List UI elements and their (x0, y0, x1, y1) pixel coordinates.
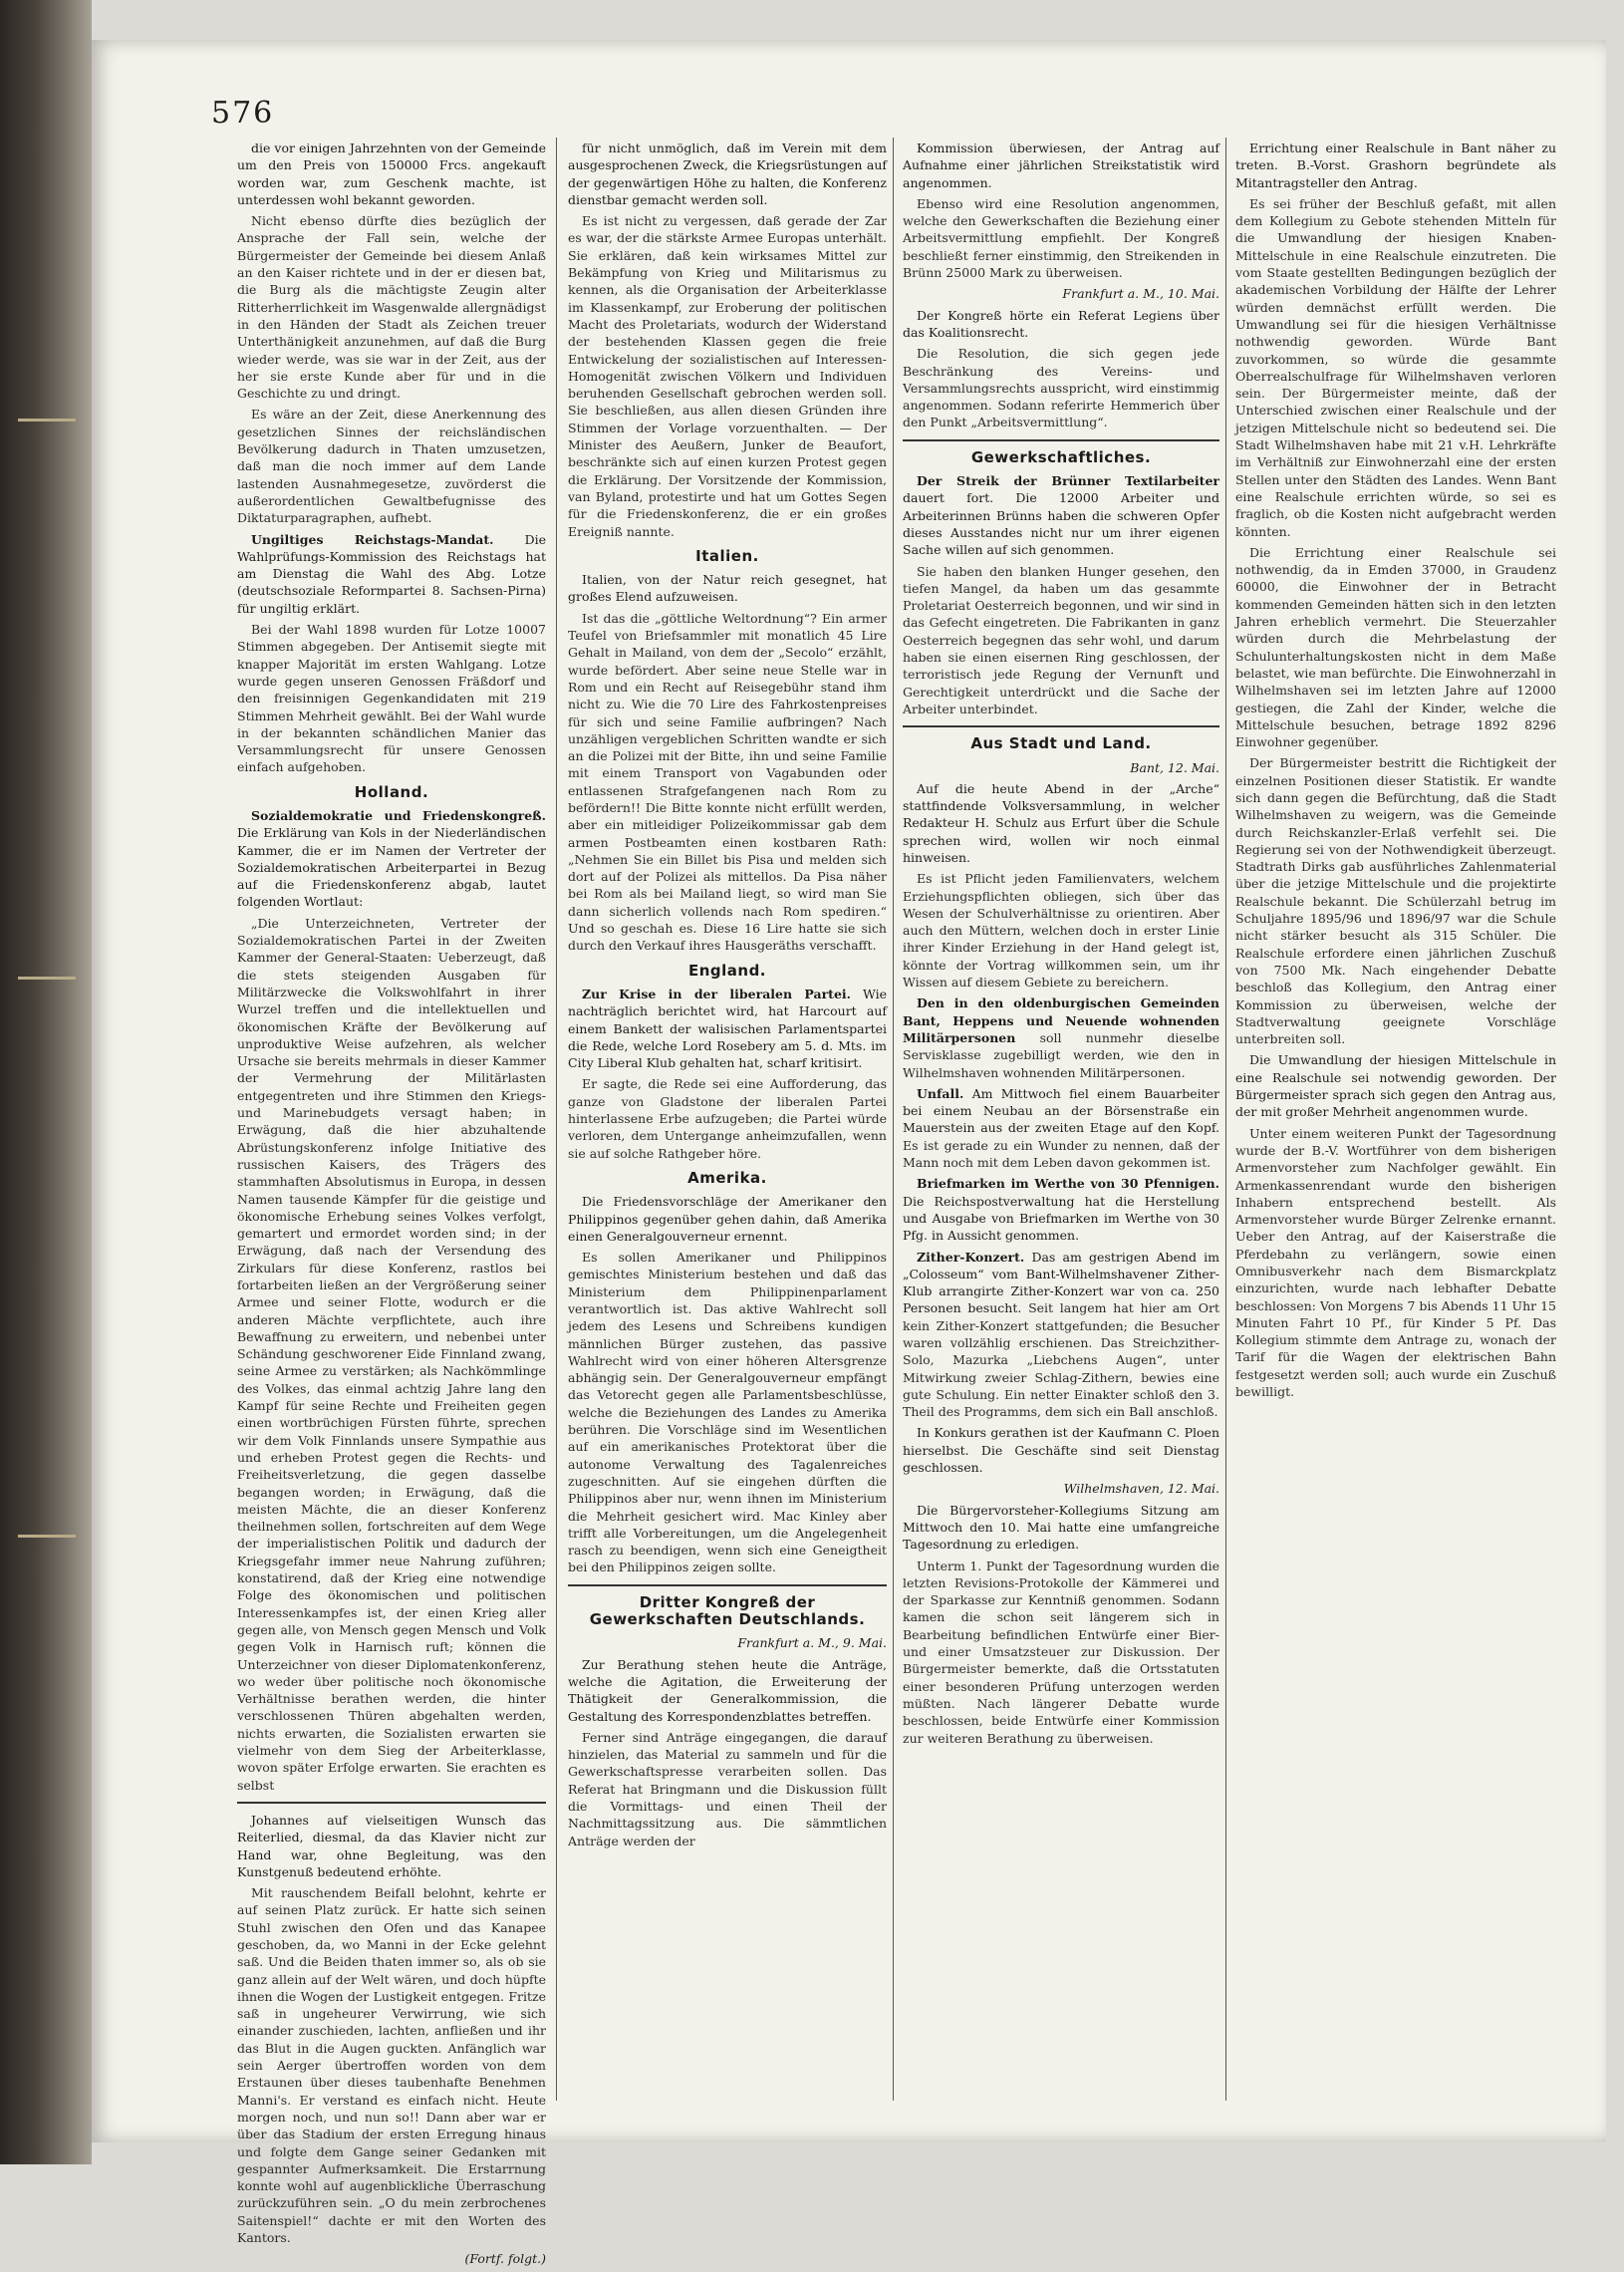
feuilleton-text: Johannes auf vielseitigen Wunsch das Reiterlied, diesmal, da das Klavier nicht zur Hand war, ohne Begleitung, was den Kunstgenuß bedeutend erhöhte. (237, 1812, 546, 1879)
col3-intro: Kommission überwiesen, der Antrag auf Aufnahme einer jährlichen Streikstatistik wird angenommen. (903, 141, 1219, 190)
gewerk-subheading: Der Streik der Brünner Textilarbeiter (917, 473, 1219, 489)
holland-subheading: Sozialdemokratie und Friedenskongreß. (251, 807, 546, 823)
col1-intro: die vor einigen Jahrzehnten von der Gemeinde um den Preis von 150000 Frcs. angekauft worden war, zum Geschenk machte, ist unterdessen wohl bekannt geworden. (237, 141, 546, 207)
england-text: Wie nachträglich berichtet wird, hat Harcourt auf einem Bankett der walisischen Parlamentspartei die Rede, welche Lord Rosebery am 5. d. Mts. im City Liberal Klub gehalten hat, scharf kritisirt. (568, 986, 887, 1071)
stadt-und-land-heading: Aus Stadt und Land. (970, 734, 1152, 753)
zither-subheading: Zither-Konzert. (917, 1249, 1025, 1265)
england-subheading: Zur Krise in der liberalen Partei. (582, 986, 851, 1001)
unfall-text: Am Mittwoch fiel einem Bauarbeiter bei einem Neubau an der Börsenstraße ein Mauerstein aus der zweiten Etage auf den Kopf. (903, 1085, 1219, 1136)
italien-heading: Italien. (695, 546, 759, 565)
kongress-dateline: Frankfurt a. M., 9. Mai. (737, 1635, 887, 1651)
briefmarken-text: Die Reichspostverwaltung hat die Herstellung und Ausgabe von Briefmarken im Werthe von 30 Pfg. in Aussicht genommen. (903, 1193, 1219, 1244)
continuation-note: (Fortf. folgt.) (464, 2251, 546, 2267)
oldenburg-subheading: Den in den oldenburgischen Gemeinden Bant, Heppens und Neuende wohnenden Militärpersonen (903, 995, 1219, 1045)
page-number: 576 (211, 96, 275, 131)
italien-text: Italien, von der Natur reich gesegnet, hat großes Elend aufzuweisen. (568, 572, 887, 605)
column-4: Errichtung einer Realschule in Bant näher zu treten. B.-Vorst. Grashorn begründete als Mitantragsteller den Antrag. Es sei früher der Beschluß gefaßt, mit allen dem Kollegium zu Gebote stehenden Mitteln für die Umwandlung der hiesigen Knaben-Mittelschule in eine Realschule einzutreten. Die vom Staate gestellten Bedingungen bezüglich der akademischen Vorbildung der Hälfte der Lehrer würden demnächst erfüllt werden. Die Umwandlung sei für die hiesigen Verhältnisse nothwendig geworden. Würde Bant zuvorkommen, so würde die gesammte Oberrealschulfrage für Wilhelmshaven verloren sein. Der Bürgermeister meinte, daß der Unterschied zwischen einer Realschule und der jetzigen Mittelschule nicht so bedeutend sei. Die Stadt Wilhelmshaven habe mit 21 v.H. Lehrkräfte im Verhältniß zur Einwohnerzahl eine der ersten Stellen unter den Städten des Landes. Wenn Bant eine Realschule errichten würde, so sei es fraglich, ob die Kosten nicht aufgebracht werden könnten. Die Errichtung einer Realschule sei nothwendig, da in Emden 37000, in Graudenz 60000, die Einwohner der in Betracht kommenden Gemeinden hätten sich in den letzten Jahren erheblich vermehrt. Die Steuerzahler würden durch die Mehrbelastung der Schulunterhaltungskosten nicht in dem Maße belastet, wie man befürchte. Die Einwohnerzahl in Wilhelmshaven sei im letzten Jahre auf 12000 gestiegen, die Zahl der Kinder, welche die Mittelschule besuchen, betrage 1892 8296 Einwohner gegenüber. Der Bürgermeister bestritt die Richtigkeit der einzelnen Positionen dieser Statistik. Er wandte sich dann gegen die Befürchtung, daß die Stadt Wilhelmshaven zu weigern, was die Gemeinde durch Reichskanzler-Erlaß verfehlt sei. Die Regierung sei von der Nothwendigkeit überzeugt. Stadtrath Dirks gab ausführliches Zahlenmaterial über die jetzige Mittelschule und die projektirte Realschule bekannt. Die Schülerzahl betrug im Schuljahre 1895/96 und 1896/97 war die Schule nicht stärker besucht als 315 Schüler. Die Realschule erfordere einen jährlichen Zuschuß von 7500 Mk. Nach eingehender Debatte beschloß das Kollegium, den Antrag einer Kommission zu überweisen, welche der Stadtverwaltung geeignete Vorschläge unterbreiten soll. Die Umwandlung der hiesigen Mittelschule in eine Realschule sei notwendig geworden. Der Bürgermeister sprach sich gegen den Antrag aus, der mit großer Mehrheit angenommen wurde. Unter einem weiteren Punkt der Tagesordnung wurde der B.-V. Wortführer von dem bisherigen Armenvorsteher zum Nachfolger gewählt. Ein Armenkassenrendant wurde den bisherigen Inhabern entsprechend bestellt. Als Armenvorsteher wurde Bürger Zelrenke ernannt. Ueber den Antrag, auf der Kaiserstraße die Pferdebahn zu verlängern, sowie einen Omnibusverkehr nach dem Bismarckplatz einzurichten, wurde nach lebhafter Debatte beschlossen: Von Morgens 7 bis Abends 11 Uhr 15 Minuten Fahrt 10 Pf., für Kinder 5 Pf. Das Kollegium stimmte dem Antrage zu, wonach der Tarif für die Wagen der elektrischen Bahn festgesetzt werden soll; auch wurde ein Zuschuß bewilligt. (1235, 141, 1556, 1400)
col4-intro: Errichtung einer Realschule in Bant näher zu treten. B.-Vorst. Grashorn begründete als Mitantragsteller den Antrag. (1235, 141, 1556, 190)
bant-text: Auf die heute Abend in der „Arche“ stattfindende Volksversammlung, in welcher Redakteur H. Schulz aus Erfurt über die Schule sprechen wird, wollen wir noch einmal hinweisen. (903, 780, 1219, 865)
col4-text: Die Umwandlung der hiesigen Mittelschule in eine Realschule sei notwendig geworden. Der Bürgermeister sprach sich gegen den Antrag aus, der mit großer Mehrheit angenommen wurde. (1235, 1052, 1556, 1120)
wilhelmshaven-text: Die Bürgervorsteher-Kollegiums Sitzung am Mittwoch den 10. Mai hatte eine umfangreiche Tagesordnung zu erledigen. (903, 1502, 1219, 1553)
unfall-subheading: Unfall. (917, 1085, 964, 1101)
gewerk-text: dauert fort. Die 12000 Arbeiter und Arbeiterinnen Brünns haben die schweren Opfer dieses Ausstandes nicht nur um ihrer eigenen Sache willen auf sich genommen. (903, 490, 1219, 558)
frankfurt-text: Der Kongreß hörte ein Referat Legiens über das Koalitionsrecht. (903, 307, 1219, 340)
column-3: Kommission überwiesen, der Antrag auf Aufnahme einer jährlichen Streikstatistik wird angenommen. Ebenso wird eine Resolution angenommen, welche den Gewerkschaften die Beziehung einer Arbeitsvermittlung empfiehlt. Der Kongreß beschließt ferner einstimmig, den Streikenden in Brünn 25000 Mark zu überweisen. Frankfurt a. M., 10. Mai. Der Kongreß hörte ein Referat Legiens über das Koalitionsrecht. Die Resolution, die sich gegen jede Beschränkung des Vereins- und Versammlungsrechts ausspricht, wird einstimmig angenommen. Sodann referirte Hemmerich über den Punkt „Arbeitsvermittlung“. Gewerkschaftliches. Der Streik der Brünner Textilarbeiter dauert fort. Die 12000 Arbeiter und Arbeiterinnen Brünns haben die schweren Opfer dieses Ausstandes nicht nur um ihrer eigenen Sache willen auf sich genommen. Sie haben den blanken Hunger gesehen, den tiefen Mangel, da haben um das gesammte Proletariat Oesterreich begonnen, und wir sind in das Gefecht eingetreten. Die Fabrikanten in ganz Oesterreich begegnen das sehr wohl, und darum haben sie einen eisernen Ring geschlossen, der terroristisch jede Regung der Vernunft und Gerechtigkeit unterdrückt und die Sache der Arbeiter unterbindet. Aus Stadt und Land. Bant, 12. Mai. Auf die heute Abend in der „Arche“ stattfindende Volksversammlung, in welcher Redakteur H. Schulz aus Erfurt über die Schule sprechen wird, wollen wir noch einmal hinweisen. Es ist Pflicht jeden Familienvaters, welchem Erziehungspflichten obliegen, sich über das Wesen der Schulverhältnisse zu orientiren. Aber auch den Müttern, welchen doch in erster Linie ihrer Kinder Erziehung in der Hand gelegt ist, könnte der Vortrag willkommen sein, um ihr Wissen auf diesem Gebiete zu bereichern. Den in den oldenburgischen Gemeinden Bant, Heppens und Neuende wohnenden Militärpersonen soll nunmehr dieselbe Servisklasse zugebilligt werden, wie den in Wilhelmshaven wohnenden Militärpersonen. Unfall. Am Mittwoch fiel einem Bauarbeiter bei einem Neubau an der Börsenstraße ein Mauerstein aus der zweiten Etage auf den Kopf. Es ist gerade zu ein Wunder zu nennen, daß der Mann noch mit dem Leben davon gekommen ist. Briefmarken im Werthe von 30 Pfennigen. Die Reichspostverwaltung hat die Herstellung und Ausgabe von Briefmarken im Werthe von 30 Pfg. in Aussicht genommen. Zither-Konzert. Das am gestrigen Abend im „Colosseum“ vom Bant-Wilhelmshavener Zither-Klub arrangirte Zither-Konzert war von ca. 250 Personen besucht. Seit langem hat hier am Ort kein Zither-Konzert stattgefunden; die Besucher waren vollzählig erschienen. Das Streichzither-Solo, Mazurka „Liebchens Augen“, unter Mitwirkung zweier Schlag-Zithern, bewies eine gute Schulung. Ein netter Einakter schloß den 3. Theil des Programms, dem sich ein Ball anschloß. In Konkurs gerathen ist der Kaufmann C. Ploen hierselbst. Die Geschäfte sind seit Dienstag geschlossen. Wilhelmshaven, 12. Mai. Die Bürgervorsteher-Kollegiums Sitzung am Mittwoch den 10. Mai hatte eine umfangreiche Tagesordnung zu erledigen. Unterm 1. Punkt der Tagesordnung wurden die letzten Revisions-Protokolle der Kämmerei und der Sparkasse zur Kenntniß genommen. Sodann kamen die schon seit längerem sich in Bearbeitung befindlichen Entwürfe einer Bier- und einer Umsatzsteuer zur Diskussion. Der Bürgermeister bemerkte, daß die Ortsstatuten einer besonderen Prüfung unterzogen werden müßten. Nach längerer Debatte wurde beschlossen, beide Entwürfe einer Kommission zur weiteren Berathung zu überweisen. (903, 141, 1219, 1746)
kongress-text: Zur Berathung stehen heute die Anträge, welche die Agitation, die Erweiterung der Thätigkeit der Generalkommission, die Gestaltung des Korrespondenzblattes betreffen. (568, 1656, 887, 1724)
book-binding (0, 0, 92, 2164)
amerika-heading: Amerika. (687, 1168, 767, 1187)
holland-text: Die Erklärung van Kols in der Niederländischen Kammer, die er im Namen der Vertreter der Sozialdemokratischen Arbeiterpartei in Bezug auf die Friedenskonferenz abgab, lautet folgenden Wortlaut: (237, 825, 546, 910)
frankfurt-dateline: Frankfurt a. M., 10. Mai. (1062, 286, 1219, 302)
column-1: die vor einigen Jahrzehnten von der Gemeinde um den Preis von 150000 Frcs. angekauft worden war, zum Geschenk machte, ist unterdessen wohl bekannt geworden. Nicht ebenso dürfte dies bezüglich der Ansprache der Fall sein, welche der Bürgermeister der Gemeinde bei diesem Anlaß an den Kaiser richtete und in der er diesen bat, die Burg als die mächtigste Zeugin alter Ritterherrlichkeit im Wasgenwalde allergnädigst in den Händen der Stadt als Zeichen treuer Unterthänigkeit anzunehmen, auf daß die Burg wieder werde, was sie war in der Zeit, aus der her sie erste Kunde aber für und in die Geschichte zu und dringt. Es wäre an der Zeit, diese Anerkennung des gesetzlichen Sinnes der reichsländischen Bevölkerung dadurch in Thaten umzusetzen, daß man die noch immer auf dem Lande lastenden Ausnahmegesetze, zuvörderst die außerordentlichen Gewaltbefugnisse des Diktaturparagraphen, aufhebt. Ungiltiges Reichstags-Mandat. Die Wahlprüfungs-Kommission des Reichstags hat am Dienstag die Wahl des Abg. Lotze (deutschsoziale Reformpartei 8. Sachsen-Pirna) für ungiltig erklärt. Bei der Wahl 1898 wurden für Lotze 10007 Stimmen abgegeben. Der Antisemit siegte mit knapper Majorität im ersten Wahlgang. Lotze wurde gegen unseren Genossen Fräßdorf und den freisinnigen Gegenkandidaten mit 219 Stimmen Mehrheit gewählt. Bei der Wahl wurde in der bekannten schändlichen Manier das Versammlungsrecht für unsere Genossen einfach aufgehoben. Holland. Sozialdemokratie und Friedenskongreß. Die Erklärung van Kols in der Niederländischen Kammer, die er im Namen der Vertreter der Sozialdemokratischen Arbeiterpartei in Bezug auf die Friedenskonferenz abgab, lautet folgenden Wortlaut: „Die Unterzeichneten, Vertreter der Sozialdemokratischen Partei in der Zweiten Kammer der General-Staaten: Ueberzeugt, daß die stets steigenden Ausgaben für Militärzwecke die Volkswohlfahrt in ihrer Wurzel treffen und die intellektuellen und ökonomischen Kräfte der Bevölkerung auf unproduktive Weise aufzehren, als welcher Ursache sie bereits mehrmals in dieser Kammer der Vermehrung der Militärlasten entgegentreten und ihre Stimmen den Kriegs- und Marinebudgets versagt haben; in Erwägung, daß die hier abzuhaltende Abrüstungskonferenz infolge Initiative des russischen Kaisers, des Trägers des stammhaften Absolutismus in Europa, in dessen Namen tausende Kämpfer für die geistige und ökonomische Erhebung seines Volkes verfolgt, gemartert und ermordet worden sind; in der Erwägung, daß nach der Versendung des Zirkulars für diese Konferenz, rastlos bei fortarbeiten ließen an der Vergrößerung seiner Armee und seiner Flotte, wodurch er die anderen Mächte verpflichtete, auch ihre Bewaffnung zu erweitern, und nebenbei unter Schändung geschworener Eide Finnland zwang, seine Armee zu verstärken; als Nachkömmlinge des Volkes, das einmal achtzig Jahre lang den Kampf für seine Rechte und Freiheiten gegen einen wortbrüchigen Fürsten führte, sprechen wir dem Volk Finnlands unsere Sympathie aus und erheben Protest gegen die Rechts- und Freiheitsverletzung, die gegen dasselbe begangen worden; in Erwägung, daß die meisten Mächte, die an dieser Konferenz theilnehmen sollen, fortschreiten auf dem Wege der imperialistischen Politik und dadurch der Kriegsgefahr immer neue Nahrung zuführen; konstatirend, daß der Krieg eine notwendige Folge des ökonomischen und politischen Interessenkampfes ist, der einen Krieg aller gegen alle, von Mensch gegen Mensch und Volk gegen Volk in Harnisch ruft; können die Unterzeichner von dieser Diplomatenkonferenz, wo weder über politische noch ökonomische Verhältnisse berathen werden, die hinter verschlossenen Thüren abgehalten werden, nichts erwarten, die Sozialisten erwarten sie vielmehr von dem Sieg der Arbeiterklasse, wovon später Erfolge erwarten. Sie erachten es selbst Johannes auf vielseitigen Wunsch das Reiterlied, diesmal, da das Klavier nicht zur Hand war, ohne Begleitung, was den Kunstgenuß bedeutend erhöhte. Mit rauschendem Beifall belohnt, kehrte er auf seinen Platz zurück. Er hatte sich seinen Stuhl zwischen den Ofen und das Kanapee geschoben, da, wo Manni in der Ecke gelehnt saß. Und die Beiden thaten immer so, als ob sie ganz allein auf der Welt wären, und doch hüpfte ihnen die Wogen der Lustigkeit entgegen. Fritze saß in ungeheurer Verwirrung, wie sich einander zuschieden, lachten, anfließen und ihr das Blut in die Augen guckten. Anfänglich war sein Aerger übertroffen worden von dem Erstaunen über dieses taubenhafte Benehmen Manni's. Er verstand es einfach nicht. Heute morgen noch, und nun so!! Dann aber war er über das Stadium der ersten Erregung hinaus und folgte dem Gange seiner Gedanken mit gespannter Aufmerksamkeit. Die Erstarrnung konnte wohl auf augenblickliche Überraschung zurückzuführen sein. „O du mein zerbrochenes Saitenspiel!“ dachte er mit den Worten des Kantors. (Fortf. folgt.) (237, 141, 546, 2267)
reichstag-text: Die Wahlprüfungs-Kommission des Reichstags hat am Dienstag die Wahl des Abg. Lotze (deutschsoziale Reformpartei 8. Sachsen-Pirna) für ungiltig erklärt. (237, 531, 546, 616)
col2-intro: für nicht unmöglich, daß im Verein mit dem ausgesprochenen Zweck, die Kriegsrüstungen auf der gegenwärtigen Höhe zu halten, die Konferenz dienstbar gemacht werden soll. (568, 141, 887, 207)
konkurs-text: In Konkurs gerathen ist der Kaufmann C. Ploen hierselbst. Die Geschäfte sind seit Dienstag geschlossen. (903, 1425, 1219, 1476)
england-heading: England. (687, 961, 767, 980)
column-2: für nicht unmöglich, daß im Verein mit dem ausgesprochenen Zweck, die Kriegsrüstungen auf der gegenwärtigen Höhe zu halten, die Konferenz dienstbar gemacht werden soll. Es ist nicht zu vergessen, daß gerade der Zar es war, der die stärkste Armee Europas unterhält. Sie erklären, daß kein wirksames Mittel zur Bekämpfung von Krieg und Militarismus zu kennen, als die Organisation der Arbeiterklasse im Klassenkampf, zur Eroberung der politischen Macht des Proletariats, wodurch der Widerstand der bestehenden Klassen gegen die freie Entwickelung der sozialistischen auf Interessen-Homogenität zwischen Völkern und Individuen beruhenden Gesellschaft gebrochen werden soll. Sie beschließen, aus allen diesen Gründen ihre Stimmen der Vorlage vorzuenthalten. — Der Minister des Aeußern, Junker de Beaufort, beschränkte sich auf einen kurzen Protest gegen die Erklärung. Der Vorsitzende der Kommission, van Byland, protestirte und hat um Gottes Segen für die Friedenskonferenz, die er ein großes Ereigniß nannte. Italien. Italien, von der Natur reich gesegnet, hat großes Elend aufzuweisen. Ist das die „göttliche Weltordnung“? Ein armer Teufel von Briefsammler mit monatlich 45 Lire Gehalt in Mailand, von dem der „Secolo“ erzählt, wurde befördert. Aber seine neue Stelle war in Rom und ein Recht auf Reisegebühr stand ihm nicht zu. Wie die 70 Lire des Fahrkostenpreises für sich und seine Familie aufbringen? Nach unzähligen vergeblichen Schritten wandte er sich an die Polizei mit der Bitte, ihn und seine Familie mit einem Transport von Vagabunden oder entlassenen Strafgefangenen nach Rom zu befördern!! Die Bitte konnte nicht erfüllt werden, aber ein mitleidiger Polizeikommissar gab dem armen Postbeamten einen kostbaren Rath: „Nehmen Sie ein Billet bis Pisa und melden sich dort auf der Polizei als mittellos. Da Pisa näher bei Rom als bei Mailand liegt, so wird man Sie dann sicherlich vollends nach Rom spediren.“ Und so geschah es. Diese 16 Lire hatte sie sich durch den Verkauf ihres Hausgeräths verschafft. England. Zur Krise in der liberalen Partei. Wie nachträglich berichtet wird, hat Harcourt auf einem Bankett der walisischen Parlamentspartei die Rede, welche Lord Rosebery am 5. d. Mts. im City Liberal Klub gehalten hat, scharf kritisirt. Er sagte, die Rede sei eine Aufforderung, das ganze von Gladstone der liberalen Partei hinterlassene Erbe aufzugeben; die Partei würde verloren, dem Untergange anheimzufallen, wenn sie auf solche Rathgeber höre. Amerika. Die Friedensvorschläge der Amerikaner den Philippinos gegenüber gehen dahin, daß Amerika einen Generalgouverneur ernennt. Es sollen Amerikaner und Philippinos gemischtes Ministerium bestehen und daß das Ministerium dem Philippinenparlament verantwortlich ist. Das aktive Wahlrecht soll jedem des Lesens und Schreibens kundigen männlichen Bürger zustehen, das passive Wahlrecht wird von einer höheren Altersgrenze abhängig sein. Der Generalgouverneur empfängt das Vetorecht gegen alle Parlamentsbeschlüsse, welche die Beziehungen des Landes zu Amerika berühren. Die Vorschläge sind im Wesentlichen auf ein amerikanisches Protektorat über die autonome Verwaltung des Tagalenreiches zugeschnitten. Auf sie eingehen dürften die Philippinos aber nur, wenn ihnen im Ministerium die Mehrheit gesichert wird. Mac Kinley aber trifft alle Vorbereitungen, um die Angelegenheit rasch zu beendigen, wenn sich eine Geneigtheit bei den Philippinos zeigen sollte. Dritter Kongreß der Gewerkschaften Deutschlands. Frankfurt a. M., 9. Mai. Zur Berathung stehen heute die Anträge, welche die Agitation, die Erweiterung der Thätigkeit der Generalkommission, die Gestaltung des Korrespondenzblattes betreffen. Ferner sind Anträge eingegangen, die darauf hinzielen, das Material zu sammeln und für die Gewerkschaftspresse verarbeiten sollen. Das Referat hat Bringmann und die Diskussion füllt die Vormittags- und einen Theil der Nachmittagssitzung aus. Die sämmtlichen Anträge werden der (568, 141, 887, 1848)
zither-text: Das am gestrigen Abend im „Colosseum“ vom Bant-Wilhelmshavener Zither-Klub arrangirte Zither-Konzert war von ca. 250 Personen besucht. (903, 1249, 1219, 1316)
kongress-title: Dritter Kongreß der Gewerkschaften Deutschlands. (589, 1592, 866, 1629)
briefmarken-subheading: Briefmarken im Werthe von 30 Pfennigen. (917, 1176, 1219, 1192)
holland-heading: Holland. (354, 782, 429, 801)
wilhelmshaven-dateline: Wilhelmshaven, 12. Mai. (1063, 1481, 1219, 1497)
gewerkschaftliches-heading: Gewerkschaftliches. (970, 447, 1152, 466)
amerika-text: Die Friedensvorschläge der Amerikaner den Philippinos gegenüber gehen dahin, daß Amerika einen Generalgouverneur ernennt. (568, 1194, 887, 1244)
bant-dateline: Bant, 12. Mai. (1130, 759, 1219, 775)
reichstag-headline: Ungiltiges Reichstags-Mandat. (251, 531, 494, 547)
